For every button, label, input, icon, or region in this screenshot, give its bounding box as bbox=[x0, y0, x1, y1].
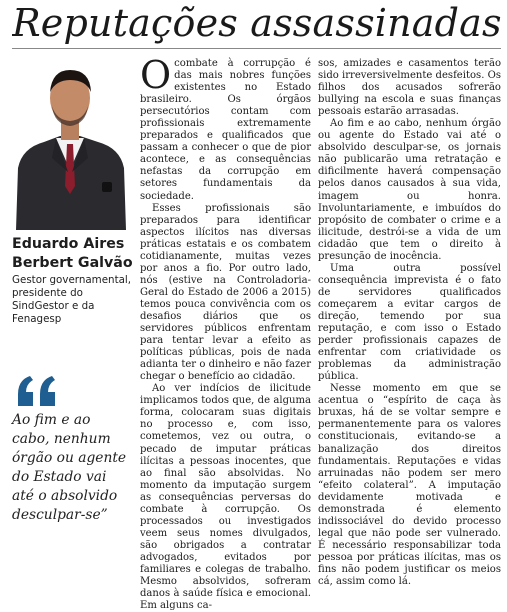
paragraph: Ao ver indícios de ilicitude implicamos todos que, de alguma forma, colocaram suas digitais no processo e, com isso, cometemos, vez ou outra, o pecado de imputar práticas ilícitas a pessoas inocentes, que ao final são absolvidas. No momento da imputação surgem as consequências perversas do combate à corrupção. Os processados ou investigados veem seus nomes divulgados, são obrigados a contratar advogados, evitados por familiares e colegas de trabalho. Mesmo absolvidos, sofreram danos à saúde física e emocional. Em alguns ca- bbox=[140, 383, 311, 612]
article-column-1 bbox=[140, 53, 311, 612]
paragraph: Esses profissionais são preparados para identificar aspectos ilícitos nas diversas práticas estatais e os combatem cotidianamente, muitas vezes por anos a fio. Por outro lado, nós (estive na Controladoria-Geral do Estado de 2006 a 2015) temos pouca convivência com os desafios diários que os servidores públicos enfrentam para tentar levar a efeito as políticas públicas, pois de nada adianta ter o dinheiro e não fazer chegar o benefício ao cidadão. bbox=[140, 202, 311, 383]
author-name: Eduardo Aires Berbert Galvão bbox=[12, 236, 133, 271]
paragraph: Ao fim e ao cabo, nenhum órgão ou agente do Estado vai até o absolvido desculpar-se, os jornais não publicarão uma retratação e dificilmente haverá compensação pelos danos causados à sua vida, imagem ou honra. Involuntariamente, e imbuídos do propósito de combater o crime e a ilicitude, destrói-se a vida de um cidadão que tem o direito à presunção de inocência. bbox=[318, 118, 501, 262]
title-divider bbox=[12, 48, 501, 49]
article-column-2 bbox=[318, 58, 501, 588]
author-photo bbox=[12, 58, 128, 230]
author-portrait bbox=[12, 58, 128, 230]
paragraph: Ocombate à corrupção é das mais nobres funções existentes no Estado brasileiro. Os órgãos persecutórios contam com profissionais extremamente preparados e qualificados que passam a conhecer o que de pior acontece, e as consequências nefastas da corrupção em setores fundamentais da sociedade. bbox=[140, 53, 311, 202]
paragraph: Uma outra possível consequência imprevista é o fato de servidores qualificados começarem a evitar cargos de direção, temendo por sua reputação, e com isso o Estado perder profissionais capazes de enfrentar com criatividade os problemas da administração pública. bbox=[318, 262, 501, 383]
paragraph: Nesse momento em que se acentua o “espírito de caça às bruxas, há de se voltar sempre e permanentemente para os valores constitucionais, evitando-se a banalização dos direitos fundamentais. Reputações e vidas arruinadas não podem ser mero “efeito colateral”. A imputação devidamente motivada e demonstrada é elemento indissociável do devido processo legal que não pode ser vulnerado. É necessário responsabilizar toda pessoa por práticas ilícitas, mas os fins não podem justificar os meios cá, assim como lá. bbox=[318, 383, 501, 588]
paragraph: sos, amizades e casamentos terão sido irreversivelmente desfeitos. Os filhos dos acusados sofrerão bullying na escola e suas finanças pessoais estarão arrasadas. bbox=[318, 58, 501, 118]
drop-cap: O bbox=[140, 53, 172, 97]
article-title: Reputações assassinadas bbox=[12, 1, 502, 45]
pull-quote: Ao fim e ao cabo, nenhum órgão ou agente do Estado vai até o absolvido desculpar-se” bbox=[12, 412, 127, 523]
quote-mark-icon bbox=[16, 374, 60, 408]
author-role: Gestor governamental, presidente do SindGestor e da Fenagesp bbox=[12, 274, 132, 325]
